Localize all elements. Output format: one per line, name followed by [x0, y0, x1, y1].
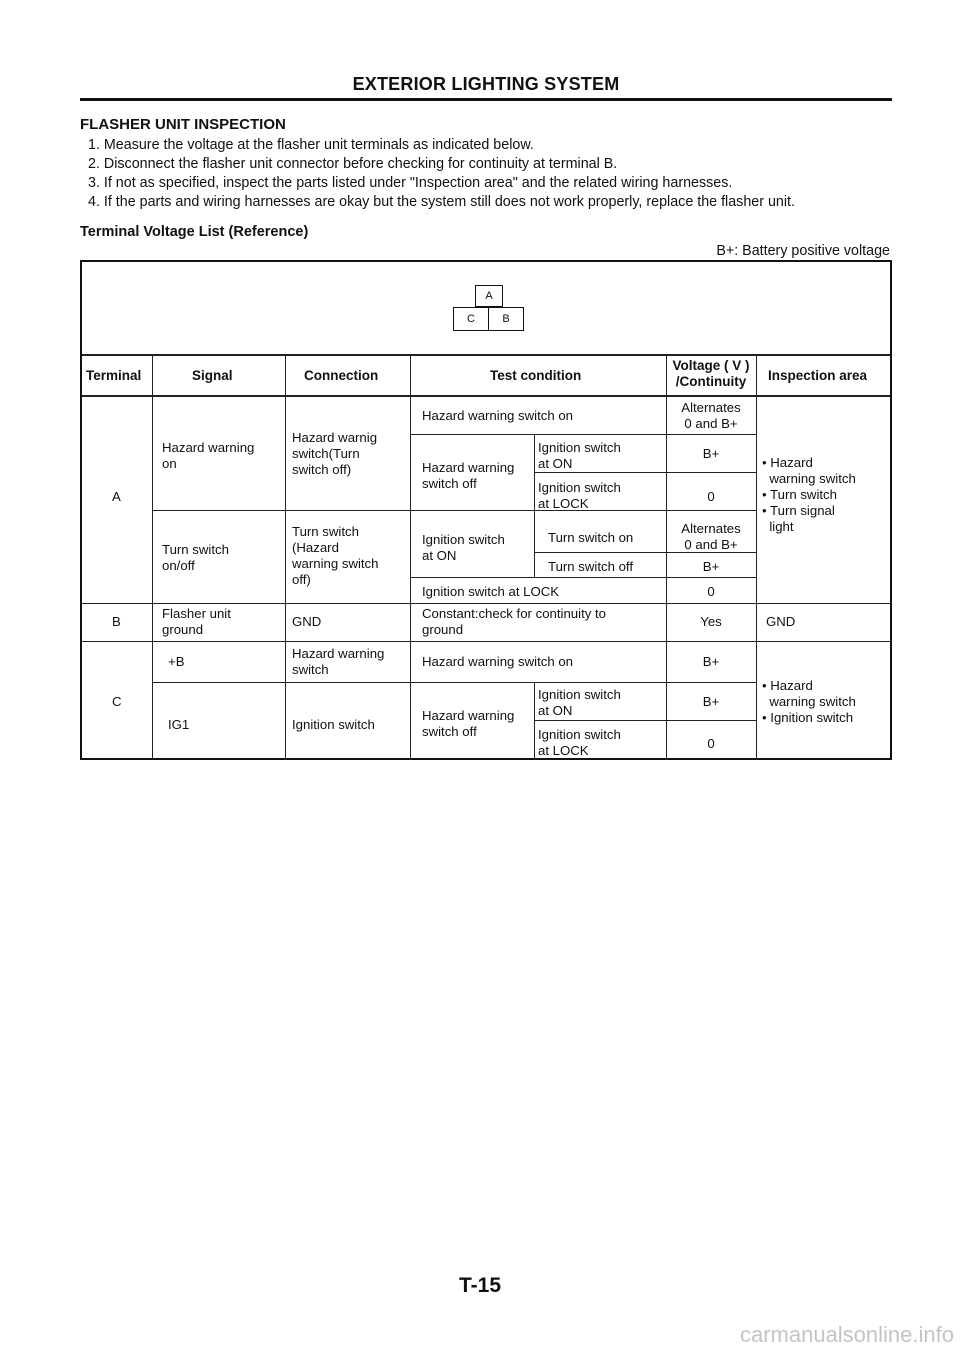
terminal-a: A	[112, 489, 121, 504]
inspection-area-a: • Hazard warning switch • Turn switch • Turn signal light	[762, 455, 856, 534]
rule-c-ign	[534, 720, 756, 721]
voltage-hazard-on: Alternates 0 and B+	[681, 400, 741, 431]
col-rule-a-turn	[534, 510, 535, 577]
connection-hazard: Hazard warnig switch(Turn switch off)	[292, 430, 378, 477]
rule-a-hazard-on	[410, 434, 756, 435]
rule-row-b	[82, 641, 890, 642]
rule-a-lock	[410, 577, 756, 578]
signal-hazard-on: Hazard warning on	[162, 440, 255, 471]
test-ign-lock: Ignition switch at LOCK	[538, 480, 621, 511]
step-list	[88, 136, 795, 212]
table-title: Terminal Voltage List (Reference)	[80, 224, 309, 240]
test-hazard-off: Hazard warning switch off	[422, 460, 515, 491]
signal-plus-b: +B	[168, 654, 185, 669]
rule-a-ign	[534, 472, 756, 473]
inspection-area-c: • Hazard warning switch • Ignition switch	[762, 678, 856, 725]
header-inspection-area: Inspection area	[768, 368, 868, 383]
terminal-b: B	[112, 614, 121, 629]
voltage-ign-on-c: B+	[702, 694, 720, 709]
rule-diagram	[82, 354, 890, 356]
terminal-c: C	[112, 694, 122, 709]
header-signal: Signal	[192, 368, 233, 383]
signal-ig1: IG1	[168, 717, 190, 732]
col-rule-2	[285, 354, 286, 760]
voltage-ign-lock-2: 0	[707, 584, 715, 599]
connector-terminal-c: C	[453, 307, 489, 331]
test-continuity: Constant:check for continuity to ground	[422, 606, 606, 637]
test-ign-lock-2: Ignition switch at LOCK	[422, 584, 560, 599]
watermark: carmanualsonline.info	[739, 1322, 954, 1347]
page-number: T-15	[458, 1274, 502, 1297]
voltage-turn-on: Alternates 0 and B+	[681, 521, 741, 552]
continuity-yes: Yes	[700, 614, 722, 629]
rule-header	[82, 395, 890, 397]
col-rule-5	[756, 354, 757, 760]
terminal-voltage-table	[80, 260, 892, 760]
step-3: 3. If not as specified, inspect the parts listed under "Inspection area" and the related wiring harnesses.	[88, 175, 733, 191]
test-ign-on-c: Ignition switch at ON	[538, 687, 621, 718]
test-turn-off: Turn switch off	[548, 559, 634, 574]
step-4: 4. If the parts and wiring harnesses are okay but the system still does not work properly, replace the flasher unit.	[88, 194, 795, 210]
connector-terminal-a: A	[475, 285, 503, 307]
test-hazard-on-c: Hazard warning switch on	[422, 654, 573, 669]
test-ign-on-turn: Ignition switch at ON	[422, 532, 505, 563]
test-turn-on: Turn switch on	[548, 530, 634, 545]
connection-ignition-switch: Ignition switch	[292, 717, 375, 732]
rule-row-a	[82, 603, 890, 604]
col-rule-1	[152, 354, 153, 760]
voltage-hazard-on-c: B+	[702, 654, 720, 669]
header-voltage: Voltage ( V ) /Continuity	[672, 358, 750, 389]
step-1: 1. Measure the voltage at the flasher unit terminals as indicated below.	[88, 137, 534, 153]
voltage-ign-on: B+	[702, 446, 720, 461]
voltage-turn-off: B+	[702, 559, 720, 574]
inspection-area-b: GND	[766, 614, 796, 629]
header-test-condition: Test condition	[490, 368, 582, 383]
signal-turn: Turn switch on/off	[162, 542, 229, 573]
signal-flasher-ground: Flasher unit ground	[162, 606, 231, 637]
page-header: EXTERIOR LIGHTING SYSTEM	[352, 74, 620, 94]
col-rule-3	[410, 354, 411, 760]
test-hazard-off-c: Hazard warning switch off	[422, 708, 515, 739]
connection-turn: Turn switch (Hazard warning switch off)	[292, 524, 379, 587]
test-hazard-on: Hazard warning switch on	[422, 408, 573, 423]
header-rule	[80, 98, 892, 101]
connection-hazard-switch: Hazard warning switch	[292, 646, 385, 677]
section-title: FLASHER UNIT INSPECTION	[80, 116, 286, 133]
step-2: 2. Disconnect the flasher unit connector before checking for continuity at terminal B.	[88, 156, 618, 172]
voltage-ign-lock: 0	[707, 489, 715, 504]
voltage-ign-lock-c: 0	[707, 736, 715, 751]
header-connection: Connection	[304, 368, 379, 383]
connection-gnd: GND	[292, 614, 322, 629]
col-rule-c-ign	[534, 682, 535, 760]
b-plus-note: B+: Battery positive voltage	[716, 243, 890, 259]
connector-terminal-b: B	[488, 307, 524, 331]
header-terminal: Terminal	[86, 368, 142, 383]
test-ign-on: Ignition switch at ON	[538, 440, 621, 471]
test-ign-lock-c: Ignition switch at LOCK	[538, 727, 621, 758]
col-rule-a-ign	[534, 434, 535, 510]
